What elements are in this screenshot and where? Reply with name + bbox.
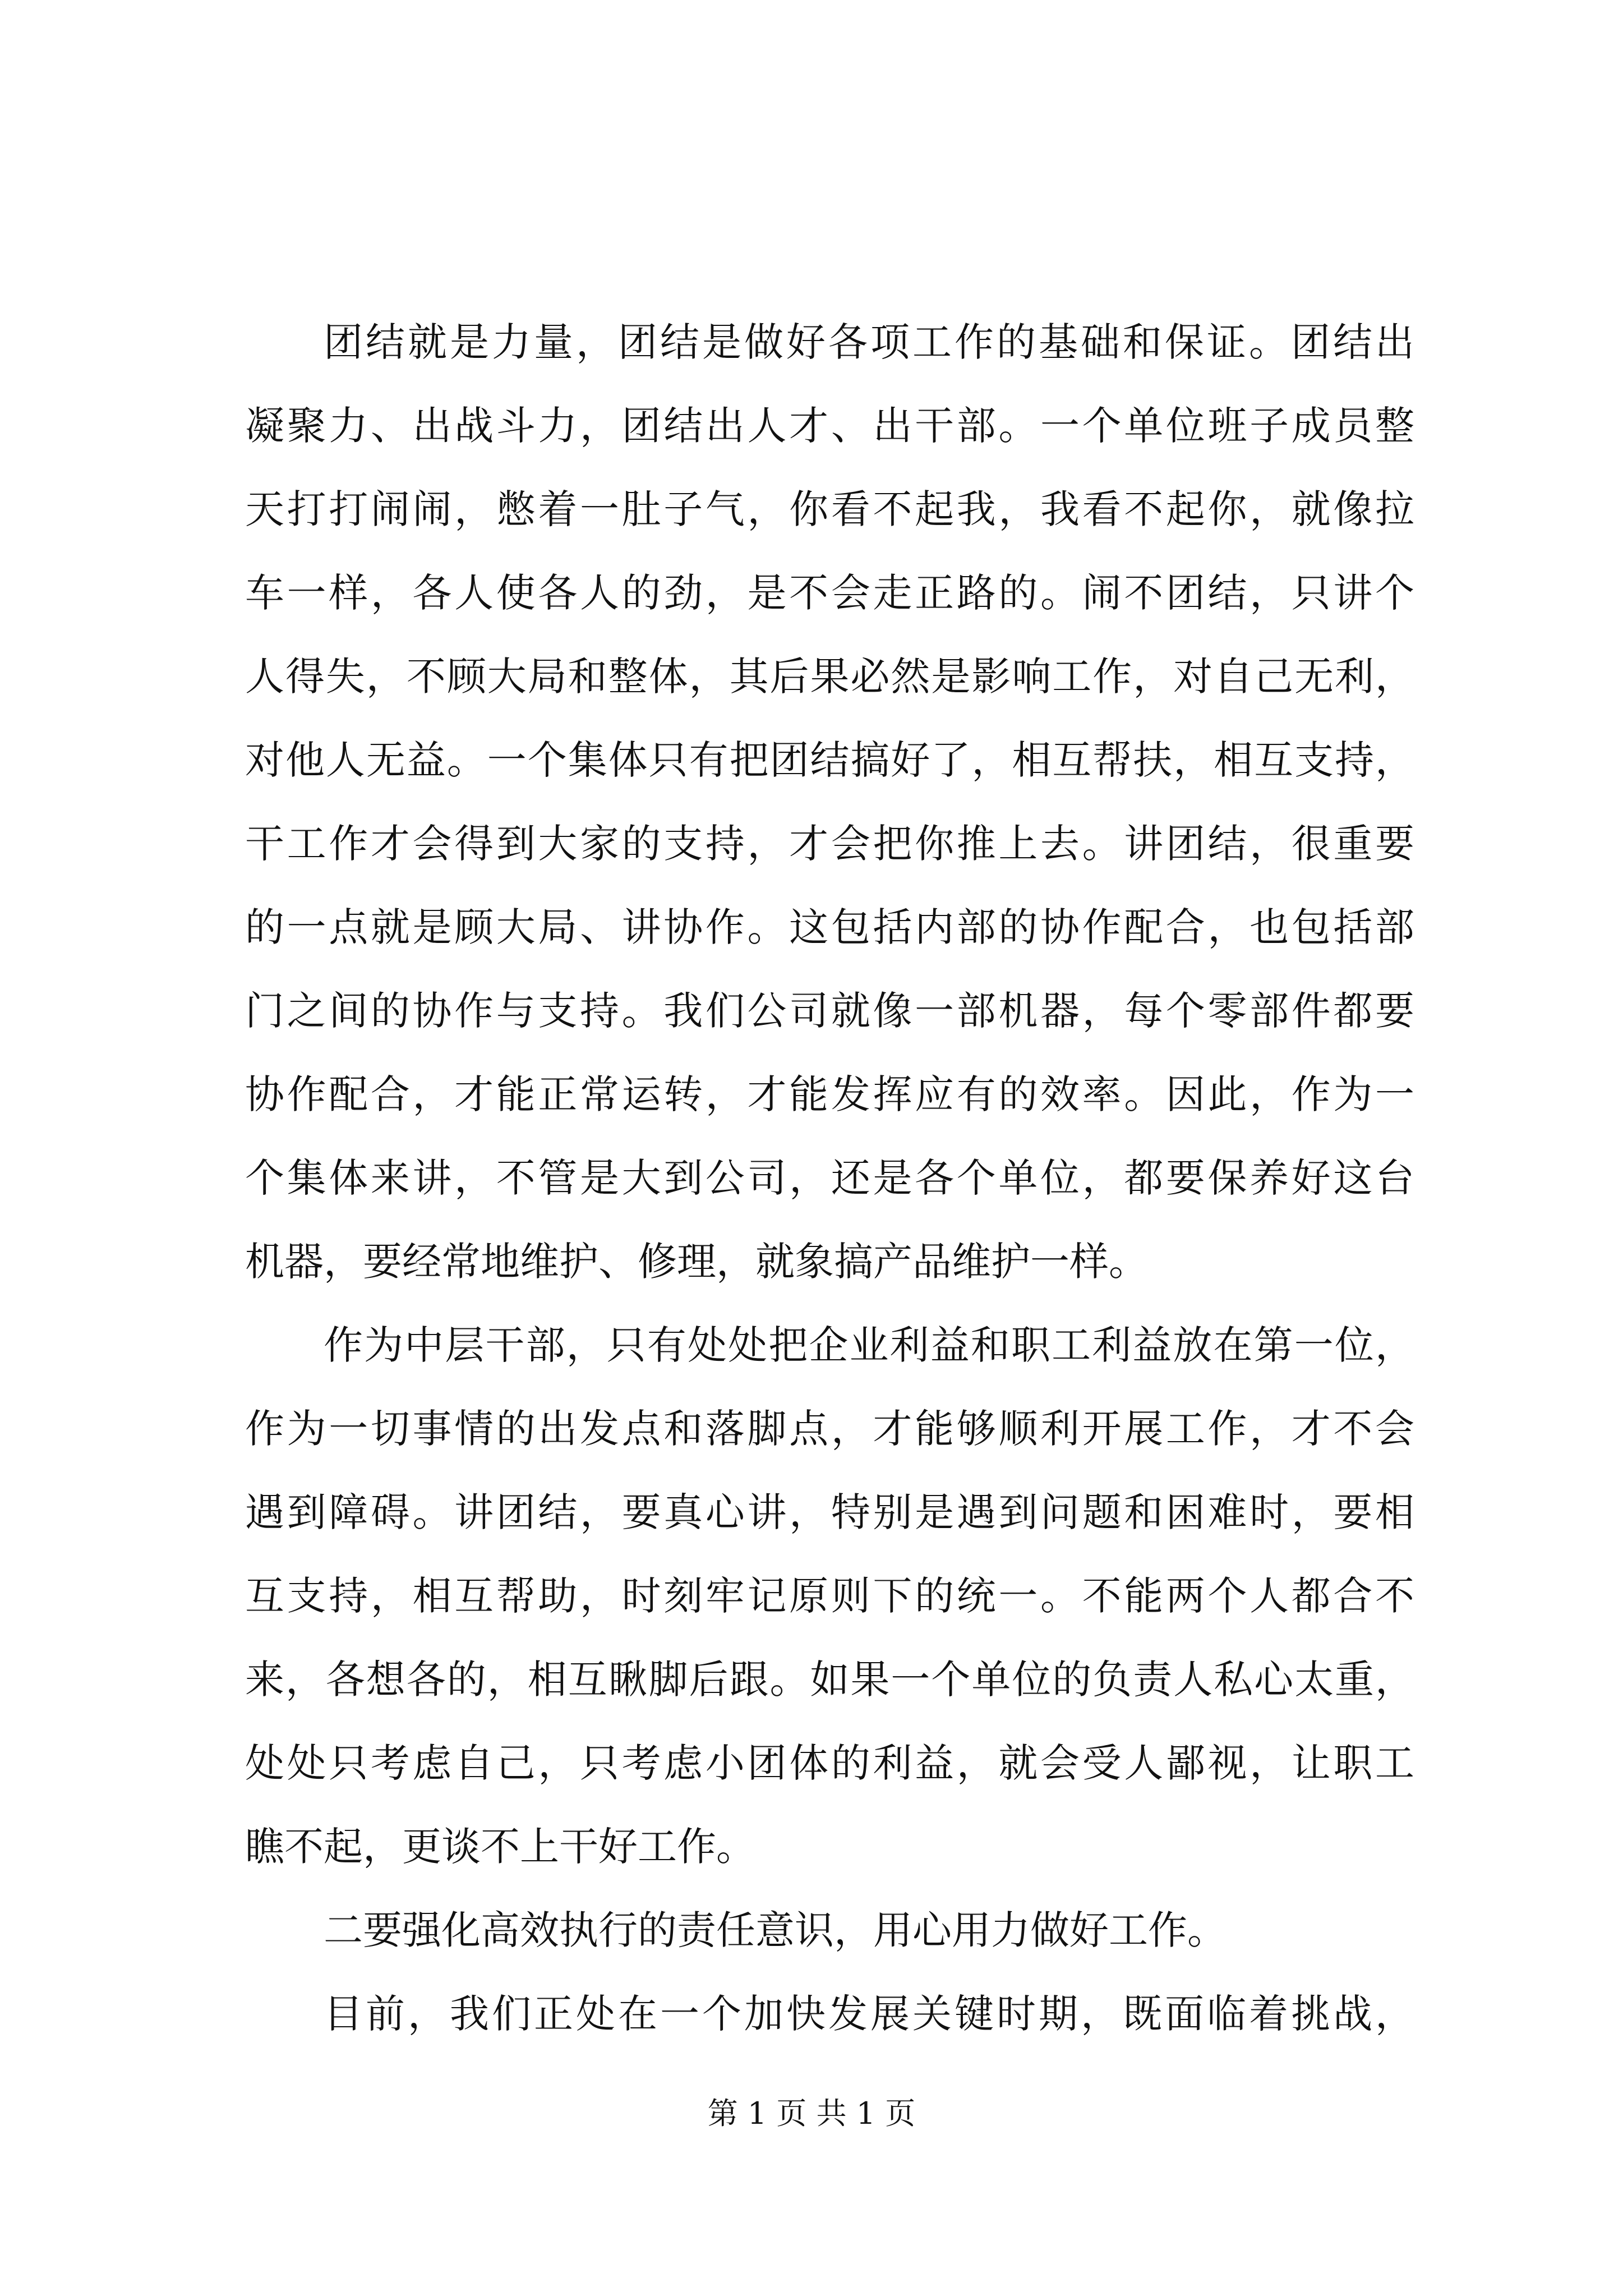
paragraph-line: 瞧不起，更谈不上干好工作。 (245, 1824, 755, 1870)
paragraph-line: 干工作才会得到大家的支持，才会把你推上去。讲团结，很重要 (245, 821, 1414, 867)
paragraph-line: 对他人无益。一个集体只有把团结搞好了，相互帮扶，相互支持， (245, 737, 1414, 783)
paragraph-line: 作为一切事情的出发点和落脚点，才能够顺利开展工作，才不会 (245, 1406, 1414, 1452)
paragraph-line: 的一点就是顾大局、讲协作。这包括内部的协作配合，也包括部 (245, 904, 1414, 950)
paragraph-line: 个集体来讲，不管是大到公司，还是各个单位，都要保养好这台 (245, 1155, 1414, 1201)
paragraph-line: 来，各想各的，相互瞅脚后跟。如果一个单位的负责人私心太重， (245, 1657, 1414, 1703)
paragraph-line: 协作配合，才能正常运转，才能发挥应有的效率。因此，作为一 (245, 1071, 1414, 1117)
document-body (245, 301, 1414, 2056)
paragraph-line: 目前，我们正处在一个加快发展关键时期，既面临着挑战， (324, 1991, 1414, 2037)
paragraph-line: 作为中层干部，只有处处把企业利益和职工利益放在第一位， (324, 1322, 1414, 1368)
paragraph-line: 团结就是力量，团结是做好各项工作的基础和保证。团结出 (324, 319, 1414, 365)
page-footer: 第 1 页 共 1 页 (707, 2096, 916, 2131)
paragraph-line: 人得失，不顾大局和整体，其后果必然是影响工作，对自己无利， (245, 654, 1414, 700)
paragraph-line: 车一样，各人使各人的劲，是不会走正路的。闹不团结，只讲个 (245, 570, 1414, 616)
paragraph-line: 机器，要经常地维护、修理，就象搞产品维护一样。 (245, 1239, 1148, 1285)
paragraph-line: 天打打闹闹，憋着一肚子气，你看不起我，我看不起你，就像拉 (245, 486, 1414, 532)
paragraph-line: 门之间的协作与支持。我们公司就像一部机器，每个零部件都要 (245, 988, 1414, 1034)
paragraph-line: 凝聚力、出战斗力，团结出人才、出干部。一个单位班子成员整 (245, 403, 1414, 449)
paragraph-line: 处处只考虑自己，只考虑小团体的利益，就会受人鄙视，让职工 (245, 1740, 1414, 1786)
paragraph-line: 遇到障碍。讲团结，要真心讲，特别是遇到问题和困难时，要相 (245, 1489, 1414, 1535)
section-heading-line: 二要强化高效执行的责任意识，用心用力做好工作。 (324, 1907, 1227, 1953)
paragraph-line: 互支持，相互帮助，时刻牢记原则下的统一。不能两个人都合不 (245, 1573, 1414, 1619)
